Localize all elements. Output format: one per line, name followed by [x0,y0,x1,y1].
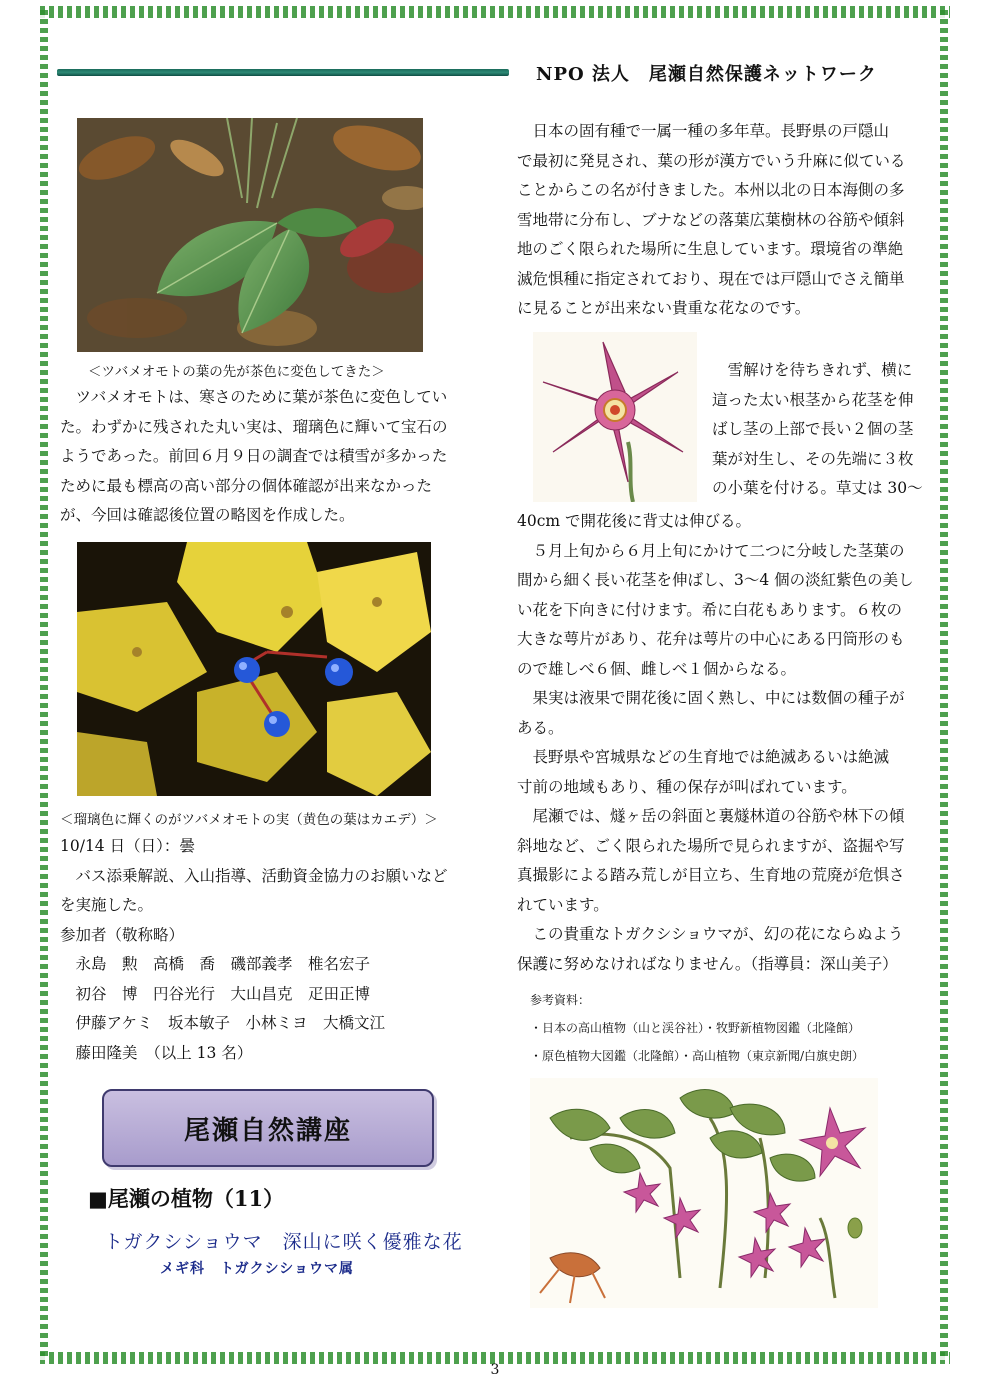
text-line: 斜地など、ごく限られた場所で見られますが、盗掘や写 [517,836,905,855]
berry-photo-illustration [77,542,431,796]
text-line: バス添乗解説、入山指導、活動資金協力のお願いなど [60,866,448,885]
tree-border-left [40,10,48,1360]
text-line: 40cm で開花後に背丈は伸びる。 [517,512,752,530]
participants-line: 伊藤アケミ 坂本敏子 小林ミヨ 大橋文江 [60,1014,386,1032]
text-line: 雪解けを待ちきれず、横に [712,361,913,379]
text-line: 真撮影による踏み荒しが目立ち、生育地の荒廃が危惧さ [517,866,905,884]
text-line: 滅危惧種に指定されており、現在では戸隠山でさえ簡単 [517,269,905,288]
activity-report [60,832,448,1068]
text-line: 果実は液果で開花後に固く熟し、中には数個の種子が [517,689,905,707]
text-line: ツバメオモトは、寒さのために葉が茶色に変色してい [60,388,448,406]
section-heading: ■尾瀬の植物（11） [88,1186,285,1211]
botanical-illustration-drawing [530,1078,878,1308]
plant-family: メギ科 トガクシショウマ属 [160,1261,354,1277]
text-line: い花を下向きに付けます。希に白花もあります。６枚の [517,600,903,619]
botanical-illustration [530,1078,878,1308]
page-number: 3 [490,1362,500,1378]
participants-line: 永島 勲 高橋 喬 磯部義孝 椎名宏子 [60,955,371,973]
references-label: 参考資料： [530,993,591,1007]
header-organization: NPO 法人 尾瀬自然保護ネットワーク [536,64,877,85]
course-title: 尾瀬自然講座 [183,1115,352,1146]
text-line: 間から細く長い花茎を伸ばし、3～4 個の淡紅紫色の美し [517,571,914,589]
text-line: の小葉を付ける。草丈は 30～ [712,479,923,497]
berry-photo-caption: ＜瑠璃色に輝くのがツバメオモトの実（黄色の葉はカエデ）＞ [60,812,438,828]
text-line: 這った太い根茎から花茎を伸 [712,390,914,409]
text-line: が、今回は確認後位置の略図を作成した。 [60,506,355,524]
right-paragraph-rest [517,507,914,979]
right-paragraph-1 [517,117,905,324]
text-line: に見ることが出来ない貴重な花なのです。 [517,299,811,317]
text-line: ５月上旬から６月上旬にかけて二つに分岐した茎葉の [517,541,905,560]
text-line: ようであった。前回６月９日の調査では積雪が多かった [60,447,448,465]
plant-title: トガクシショウマ 深山に咲く優雅な花 [104,1231,463,1253]
text-line: ばし茎の上部で長い２個の茎 [712,420,914,438]
text-line: ので雄しべ６個、雌しべ１個からなる。 [517,659,797,678]
reference-line: ・原色植物大図鑑（北隆館）・高山植物（東京新聞/白旗史朗） [530,1049,865,1063]
header-rule [57,69,509,76]
text-line: を実施した。 [60,896,154,914]
text-line: ために最も標高の高い部分の個体確認が出来なかった [60,476,433,495]
flower-drawing [533,332,697,502]
text-line: 雪地帯に分布し、ブナなどの落葉広葉樹林の谷筋や傾斜 [517,210,905,229]
reference-line: ・日本の高山植物（山と渓谷社）・牧野新植物図鑑（北隆館） [530,1021,861,1035]
leaf-photo-illustration [77,118,423,352]
text-line: れています。 [517,895,609,914]
right-paragraph-2-wrap [712,356,923,504]
participants-line: 初谷 博 円谷光行 大山昌克 疋田正博 [60,984,371,1003]
text-line: 地のごく限られた場所に生息しています。環境省の準絶 [517,240,904,258]
text-line: 日本の固有種で一属一種の多年草。長野県の戸隠山 [517,122,890,140]
participants-label: 参加者（敬称略） [60,925,185,944]
berry-photo [77,542,431,796]
tree-border-top [40,6,950,18]
flower-drawing-illustration [533,332,697,502]
text-line: 寸前の地域もあり、種の保存が叫ばれています。 [517,777,857,796]
leaf-photo-caption: ＜ツバメオモトの葉の先が茶色に変色してきた＞ [88,364,385,380]
participants-line: 藤田隆美 （以上 13 名） [60,1043,253,1062]
text-line: 尾瀬では、燧ヶ岳の斜面と裏燧林道の谷筋や林下の傾 [517,807,905,825]
text-line: この貴重なトガクシショウマが、幻の花にならぬよう [517,925,904,943]
references [530,986,864,1070]
text-line: 大きな萼片があり、花弁は萼片の中心にある円筒形のも [517,630,905,648]
text-line: た。わずかに残された丸い実は、瑠璃色に輝いて宝石の [60,417,448,436]
report-date: 10/14 日（日）：曇 [60,837,195,855]
text-line: 長野県や宮城県などの生育地では絶滅あるいは絶滅 [517,748,890,766]
text-line: 保護に努めなければなりません。（指導員：深山美子） [517,954,898,973]
text-line: ことからこの名が付きました。本州以北の日本海側の多 [517,181,905,199]
tree-border-right [940,10,948,1360]
leaf-photo [77,118,423,352]
course-title-box [102,1089,434,1167]
left-paragraph-1 [60,383,448,531]
text-line: ある。 [517,718,564,737]
text-line: で最初に発見され、葉の形が漢方でいう升麻に似ている [517,151,906,170]
text-line: 葉が対生し、その先端に３枚 [712,449,914,468]
